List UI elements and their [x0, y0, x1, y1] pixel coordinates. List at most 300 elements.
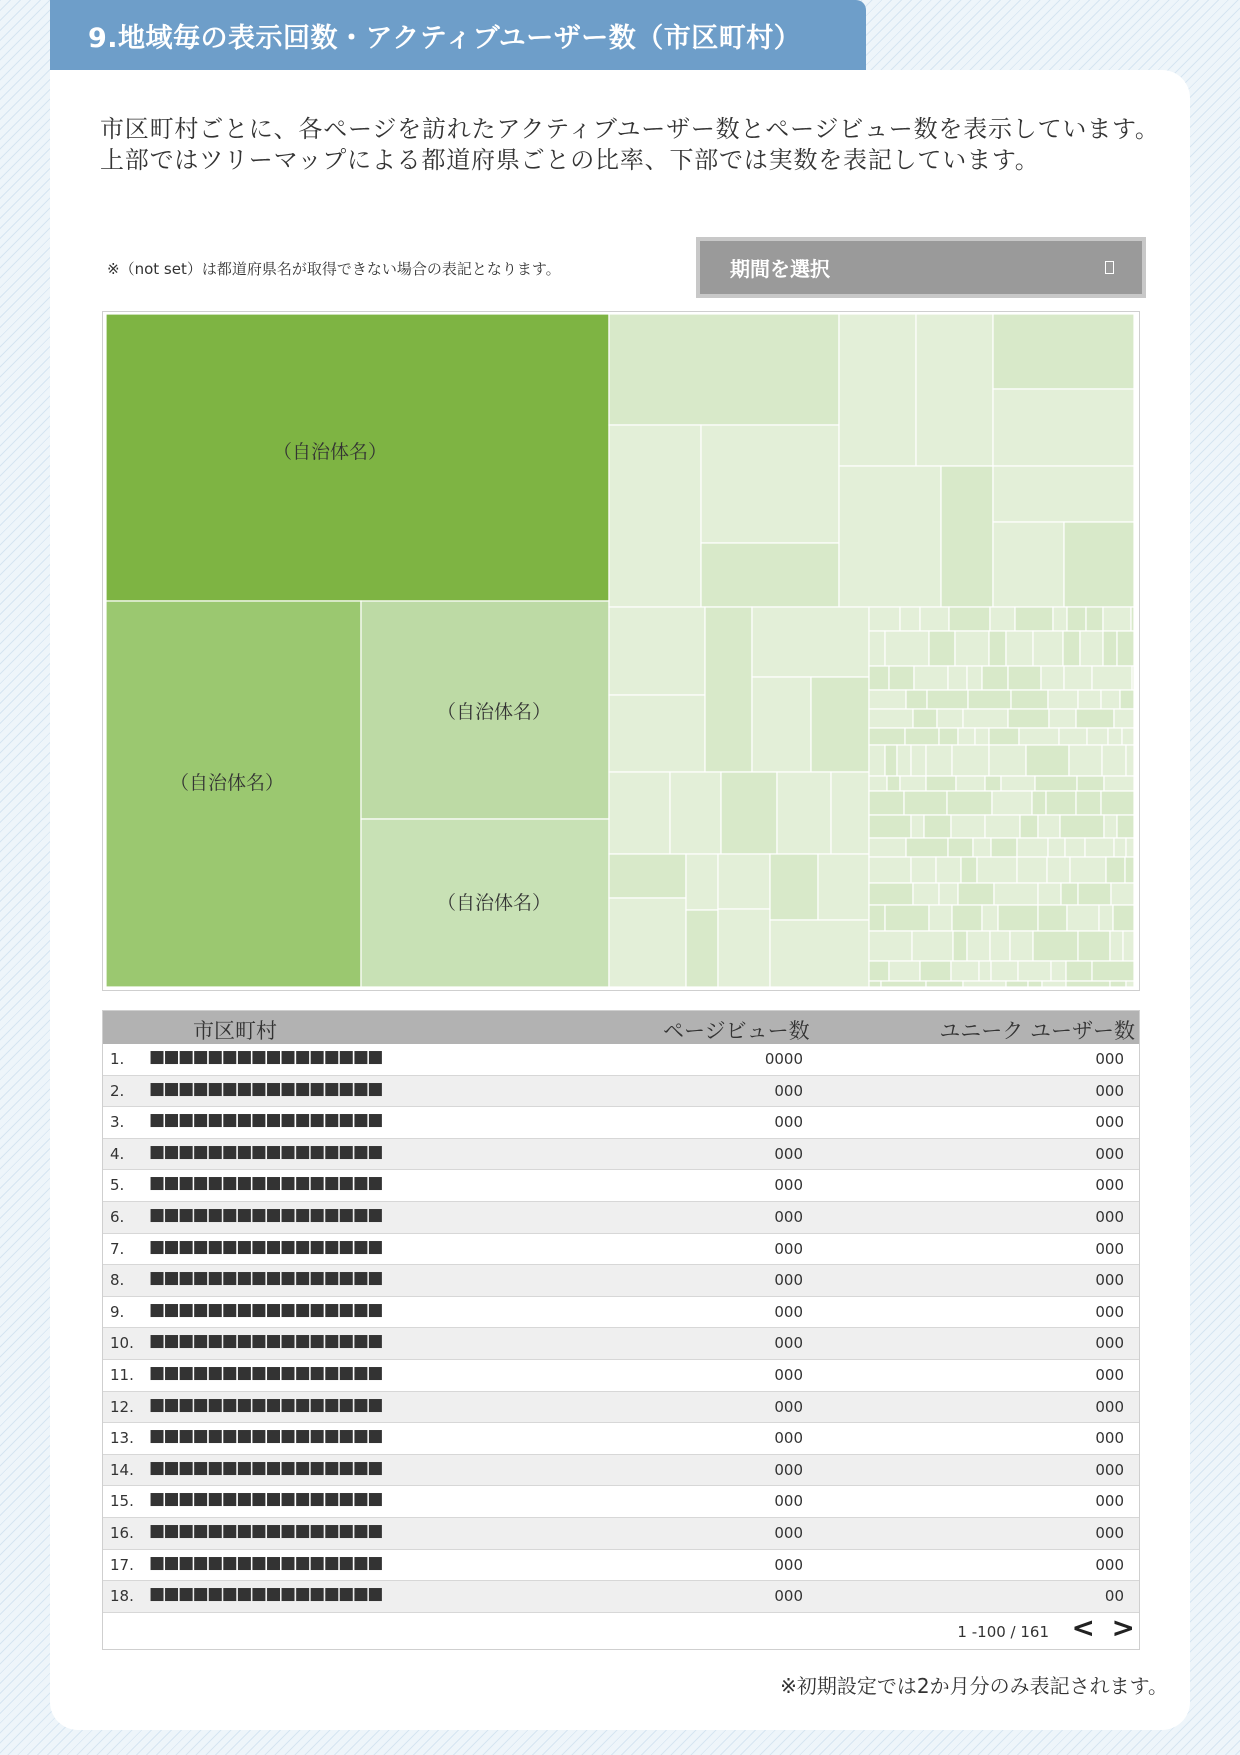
- treemap-cell[interactable]: [1032, 791, 1046, 815]
- treemap-cell[interactable]: [958, 883, 994, 905]
- treemap-cell[interactable]: [1106, 857, 1125, 883]
- treemap-cell[interactable]: [869, 815, 911, 838]
- treemap-cell[interactable]: [985, 776, 1001, 791]
- treemap-cell[interactable]: [905, 728, 939, 745]
- treemap-cell[interactable]: [1126, 838, 1134, 857]
- treemap-cell[interactable]: [818, 854, 869, 920]
- intro-line-2: 上部ではツリーマップによる都道府県ごとの比率、下部では実数を表記しています。: [100, 146, 1040, 174]
- row-rank: 6.: [110, 1207, 125, 1226]
- treemap-cell[interactable]: [686, 854, 718, 910]
- treemap-cell[interactable]: [701, 543, 839, 607]
- treemap-cell[interactable]: [1006, 981, 1028, 987]
- treemap-cell[interactable]: [926, 745, 952, 776]
- treemap-cell[interactable]: [927, 690, 968, 709]
- row-city-name: ■■■■■■■■■■■■■■■■: [149, 1299, 382, 1320]
- period-select-label: 期間を選択: [730, 257, 830, 281]
- row-rank: 13.: [110, 1429, 134, 1448]
- treemap-cell[interactable]: [1080, 631, 1103, 666]
- treemap-cell[interactable]: [1028, 981, 1042, 987]
- treemap-cell[interactable]: [1017, 838, 1048, 857]
- treemap-cell[interactable]: [951, 815, 985, 838]
- treemap-cell[interactable]: [952, 745, 989, 776]
- treemap-cell[interactable]: [889, 961, 920, 981]
- row-users: 000: [1095, 1334, 1124, 1353]
- treemap-cell[interactable]: [914, 666, 948, 690]
- row-users: 000: [1095, 1081, 1124, 1100]
- treemap-cell[interactable]: [1064, 522, 1134, 607]
- table-header: [103, 1011, 1139, 1044]
- row-rank: 7.: [110, 1239, 125, 1258]
- treemap-cell[interactable]: [1101, 690, 1120, 709]
- row-rank: 5.: [110, 1176, 125, 1195]
- table-row[interactable]: [103, 1550, 1139, 1582]
- treemap-cell[interactable]: [993, 522, 1064, 607]
- row-city-name: ■■■■■■■■■■■■■■■■: [149, 1110, 382, 1131]
- treemap-cell[interactable]: [982, 905, 998, 931]
- treemap-cell[interactable]: [1087, 728, 1108, 745]
- treemap-cell[interactable]: [920, 607, 949, 631]
- treemap-cell[interactable]: [869, 931, 912, 961]
- treemap-cell[interactable]: [990, 931, 1010, 961]
- table-row[interactable]: [103, 1234, 1139, 1266]
- treemap-cell[interactable]: [989, 745, 1026, 776]
- treemap-cell[interactable]: [869, 961, 889, 981]
- treemap-cell[interactable]: [904, 791, 947, 815]
- treemap-cell[interactable]: [1046, 791, 1076, 815]
- row-city-name: ■■■■■■■■■■■■■■■■: [149, 1268, 382, 1289]
- treemap-cell[interactable]: [967, 666, 982, 690]
- table-row[interactable]: [103, 1392, 1139, 1424]
- treemap-cell[interactable]: [1076, 791, 1101, 815]
- treemap-cell[interactable]: [911, 745, 926, 776]
- row-rank: 16.: [110, 1523, 134, 1542]
- treemap-cell[interactable]: [1126, 981, 1134, 987]
- treemap-cell[interactable]: [1101, 791, 1134, 815]
- treemap-cell[interactable]: [609, 695, 705, 772]
- table-row[interactable]: [103, 1360, 1139, 1392]
- treemap-cell[interactable]: [869, 607, 900, 631]
- row-users: 000: [1095, 1460, 1124, 1479]
- treemap-cell[interactable]: [991, 961, 1018, 981]
- treemap-cell[interactable]: [1019, 728, 1059, 745]
- row-city-name: ■■■■■■■■■■■■■■■■: [149, 1362, 382, 1383]
- treemap-cell[interactable]: [900, 607, 920, 631]
- treemap-label-2: （自治体名）: [169, 772, 285, 794]
- treemap-cell[interactable]: [1078, 690, 1101, 709]
- row-users: 000: [1095, 1207, 1124, 1226]
- treemap-cell[interactable]: [1103, 631, 1117, 666]
- treemap-cell[interactable]: [939, 728, 958, 745]
- treemap-cell[interactable]: [1103, 607, 1131, 631]
- treemap-cell[interactable]: [1108, 728, 1122, 745]
- treemap-cell[interactable]: [1049, 709, 1076, 728]
- treemap-cell[interactable]: [1026, 745, 1069, 776]
- treemap-cell[interactable]: [1011, 690, 1048, 709]
- treemap-cell[interactable]: [1078, 931, 1110, 961]
- treemap-cell[interactable]: [1131, 607, 1134, 631]
- treemap-cell[interactable]: [1092, 961, 1134, 981]
- treemap-cell[interactable]: [869, 791, 904, 815]
- treemap-cell[interactable]: [979, 961, 991, 981]
- treemap-cell[interactable]: [1078, 883, 1111, 905]
- treemap-cell[interactable]: [1065, 838, 1085, 857]
- treemap-cell[interactable]: [770, 920, 869, 987]
- row-city-name: ■■■■■■■■■■■■■■■■: [149, 1204, 382, 1225]
- treemap-cell[interactable]: [913, 709, 937, 728]
- treemap-cell[interactable]: [967, 931, 990, 961]
- treemap-cell[interactable]: [1053, 607, 1067, 631]
- treemap-cell[interactable]: [1122, 728, 1134, 745]
- treemap-cell[interactable]: [881, 981, 926, 987]
- period-select-button[interactable]: [696, 237, 1146, 298]
- treemap-cell[interactable]: [1061, 883, 1078, 905]
- treemap-cell[interactable]: [1125, 857, 1134, 883]
- table-row[interactable]: [103, 1076, 1139, 1108]
- table-row[interactable]: [103, 1107, 1139, 1139]
- treemap-cell[interactable]: [1020, 815, 1038, 838]
- treemap-cell[interactable]: [609, 772, 670, 854]
- treemap-cell[interactable]: [913, 883, 939, 905]
- table-row[interactable]: [103, 1297, 1139, 1329]
- row-users: 000: [1095, 1144, 1124, 1163]
- treemap-cell[interactable]: [869, 981, 881, 987]
- table-row[interactable]: [103, 1044, 1139, 1076]
- treemap-cell[interactable]: [1085, 838, 1114, 857]
- row-city-name: ■■■■■■■■■■■■■■■■: [149, 1047, 382, 1067]
- treemap-cell[interactable]: [718, 854, 770, 909]
- treemap-cell[interactable]: [1132, 666, 1134, 690]
- treemap-cell[interactable]: [1017, 857, 1047, 883]
- pagination: [103, 1611, 1139, 1649]
- treemap-cell[interactable]: [949, 607, 990, 631]
- treemap-cell[interactable]: [1051, 961, 1066, 981]
- treemap-cell[interactable]: [1047, 857, 1070, 883]
- treemap-cell[interactable]: [1092, 666, 1132, 690]
- treemap-cell[interactable]: [998, 905, 1038, 931]
- treemap-cell[interactable]: [1102, 745, 1126, 776]
- row-city-name: ■■■■■■■■■■■■■■■■: [149, 1331, 382, 1352]
- treemap-cell[interactable]: [1126, 745, 1134, 776]
- row-pageviews: 000: [774, 1207, 803, 1226]
- table-row[interactable]: [103, 1486, 1139, 1518]
- row-rank: 8.: [110, 1271, 125, 1290]
- treemap-cell[interactable]: [1067, 607, 1086, 631]
- treemap-cell[interactable]: [1077, 776, 1104, 791]
- page-range: 1 -100 / 161: [957, 1623, 1049, 1641]
- treemap-cell[interactable]: [752, 677, 811, 772]
- treemap-cell[interactable]: [989, 631, 1006, 666]
- treemap-cell[interactable]: [1038, 883, 1061, 905]
- treemap-cell[interactable]: [1070, 857, 1106, 883]
- treemap-cell[interactable]: [920, 961, 951, 981]
- treemap-cell[interactable]: [929, 905, 952, 931]
- treemap-cell[interactable]: [869, 709, 913, 728]
- treemap-label-4: （自治体名）: [436, 892, 552, 914]
- treemap-cell[interactable]: [993, 466, 1134, 522]
- treemap-cell[interactable]: [1015, 607, 1053, 631]
- treemap-cell[interactable]: [958, 728, 975, 745]
- table-row[interactable]: [103, 1202, 1139, 1234]
- row-pageviews: 000: [774, 1144, 803, 1163]
- treemap-cell[interactable]: [929, 631, 955, 666]
- treemap-cell[interactable]: [911, 857, 936, 883]
- treemap-cell[interactable]: [609, 854, 686, 898]
- row-users: 000: [1095, 1113, 1124, 1132]
- treemap-cell[interactable]: [1001, 776, 1035, 791]
- intro-line-1: 市区町村ごとに、各ページを訪れたアクティブユーザー数とページビュー数を表示しています。: [100, 115, 1160, 143]
- treemap-cell[interactable]: [1006, 631, 1033, 666]
- treemap-cell[interactable]: [1099, 905, 1113, 931]
- treemap-cell[interactable]: [1042, 981, 1066, 987]
- treemap-cell[interactable]: [926, 776, 956, 791]
- treemap-cell[interactable]: [869, 728, 905, 745]
- row-pageviews: 000: [774, 1081, 803, 1100]
- treemap-cell[interactable]: [947, 791, 992, 815]
- treemap-cell[interactable]: [912, 931, 953, 961]
- treemap-cell[interactable]: [991, 838, 1017, 857]
- table-row[interactable]: [103, 1265, 1139, 1297]
- treemap-cell[interactable]: [609, 898, 686, 987]
- row-city-name: ■■■■■■■■■■■■■■■■: [149, 1520, 382, 1541]
- row-pageviews: 000: [774, 1555, 803, 1574]
- treemap-cell[interactable]: [900, 776, 926, 791]
- treemap-cell[interactable]: [1111, 883, 1134, 905]
- treemap-cell[interactable]: [906, 690, 927, 709]
- row-users: 000: [1095, 1271, 1124, 1290]
- treemap-cell[interactable]: [701, 425, 839, 543]
- row-pageviews: 000: [774, 1397, 803, 1416]
- treemap-cell[interactable]: [956, 776, 985, 791]
- treemap-cell[interactable]: [911, 815, 924, 838]
- treemap-cell[interactable]: [609, 607, 705, 695]
- row-rank: 12.: [110, 1397, 134, 1416]
- treemap-cell[interactable]: [1033, 931, 1078, 961]
- row-users: 00: [1104, 1587, 1124, 1606]
- row-users: 000: [1095, 1397, 1124, 1416]
- treemap-cell[interactable]: [869, 905, 885, 931]
- treemap-cell[interactable]: [869, 690, 906, 709]
- table-row[interactable]: [103, 1170, 1139, 1202]
- treemap-svg[interactable]: [103, 312, 1138, 989]
- treemap-cell[interactable]: [777, 772, 831, 854]
- row-city-name: ■■■■■■■■■■■■■■■■: [149, 1394, 382, 1415]
- table-row[interactable]: [103, 1518, 1139, 1550]
- row-users: 000: [1095, 1239, 1124, 1258]
- row-users: 000: [1095, 1492, 1124, 1511]
- treemap-cell[interactable]: [752, 607, 869, 677]
- treemap-cell[interactable]: [887, 776, 900, 791]
- treemap-cell[interactable]: [1110, 931, 1123, 961]
- treemap-cell[interactable]: [1063, 631, 1080, 666]
- treemap-cell[interactable]: [955, 631, 989, 666]
- treemap-cell[interactable]: [885, 631, 929, 666]
- row-rank: 3.: [110, 1113, 125, 1132]
- treemap-cell[interactable]: [869, 776, 887, 791]
- treemap-cell[interactable]: [1059, 728, 1087, 745]
- treemap-cell[interactable]: [1067, 905, 1099, 931]
- row-rank: 9.: [110, 1302, 125, 1321]
- treemap-cell[interactable]: [1048, 838, 1065, 857]
- treemap-cell[interactable]: [869, 883, 913, 905]
- intro-text: [100, 114, 1180, 176]
- table-row[interactable]: [103, 1581, 1139, 1613]
- treemap-cell[interactable]: [609, 425, 701, 607]
- treemap-cell[interactable]: [926, 981, 963, 987]
- treemap-cell[interactable]: [975, 728, 989, 745]
- row-city-name: ■■■■■■■■■■■■■■■■: [149, 1552, 382, 1573]
- treemap-cell[interactable]: [973, 838, 991, 857]
- treemap-cell[interactable]: [937, 709, 963, 728]
- treemap-cell[interactable]: [992, 791, 1032, 815]
- col-city-header[interactable]: 市区町村: [193, 1019, 277, 1043]
- treemap-cell[interactable]: [1035, 776, 1077, 791]
- row-users: 000: [1095, 1176, 1124, 1195]
- treemap-cell[interactable]: [831, 772, 869, 854]
- treemap-cell[interactable]: [941, 466, 993, 607]
- treemap-cell[interactable]: [924, 815, 951, 838]
- treemap-cell[interactable]: [968, 690, 1011, 709]
- treemap-cell[interactable]: [936, 857, 961, 883]
- treemap-cell[interactable]: [939, 883, 958, 905]
- treemap-cell[interactable]: [1064, 666, 1092, 690]
- treemap-cell[interactable]: [609, 314, 839, 425]
- row-pageviews: 000: [774, 1365, 803, 1384]
- col-pageview-header[interactable]: ページビュー数: [663, 1019, 810, 1043]
- treemap-cell[interactable]: [1066, 981, 1110, 987]
- treemap-cell[interactable]: [1113, 905, 1134, 931]
- row-users: 000: [1095, 1302, 1124, 1321]
- treemap-cell[interactable]: [982, 666, 1008, 690]
- row-city-name: ■■■■■■■■■■■■■■■■: [149, 1173, 382, 1194]
- treemap-cell[interactable]: [1076, 709, 1114, 728]
- treemap-cell[interactable]: [839, 314, 916, 466]
- row-pageviews: 000: [774, 1302, 803, 1321]
- treemap-cell[interactable]: [1038, 815, 1060, 838]
- not-set-note: ※（not set）は都道府県名が取得できない場合の表記となります。: [107, 260, 561, 278]
- treemap-cell[interactable]: [811, 677, 869, 772]
- treemap-cell[interactable]: [985, 815, 1020, 838]
- treemap-cell[interactable]: [1114, 838, 1126, 857]
- treemap-cell[interactable]: [897, 745, 911, 776]
- row-city-name: ■■■■■■■■■■■■■■■■: [149, 1236, 382, 1257]
- treemap-cell[interactable]: [961, 857, 977, 883]
- treemap-cell[interactable]: [869, 745, 885, 776]
- treemap-cell[interactable]: [885, 745, 897, 776]
- treemap-cell[interactable]: [994, 883, 1038, 905]
- treemap-cell[interactable]: [885, 905, 929, 931]
- row-pageviews: 000: [774, 1113, 803, 1132]
- treemap-cell[interactable]: [906, 838, 948, 857]
- row-pageviews: 000: [774, 1429, 803, 1448]
- treemap-cell[interactable]: [1010, 931, 1033, 961]
- treemap-cell[interactable]: [1117, 815, 1134, 838]
- treemap-cell[interactable]: [869, 631, 885, 666]
- treemap-cell[interactable]: [1008, 666, 1041, 690]
- treemap-cell[interactable]: [1120, 690, 1134, 709]
- treemap-cell[interactable]: [977, 857, 1017, 883]
- treemap-cell[interactable]: [1060, 815, 1104, 838]
- treemap-cell[interactable]: [1033, 631, 1063, 666]
- row-rank: 1.: [110, 1050, 125, 1068]
- treemap-cell[interactable]: [721, 772, 777, 854]
- treemap-cell[interactable]: [963, 981, 1006, 987]
- treemap-cell[interactable]: [952, 905, 982, 931]
- treemap-cell[interactable]: [990, 607, 1015, 631]
- treemap-cell[interactable]: [1123, 931, 1134, 961]
- treemap-cell[interactable]: [1104, 776, 1134, 791]
- treemap-cell[interactable]: [705, 607, 752, 772]
- calendar-icon: [1105, 261, 1114, 274]
- row-city-name: ■■■■■■■■■■■■■■■■: [149, 1489, 382, 1510]
- row-rank: 11.: [110, 1365, 134, 1384]
- treemap-cell[interactable]: [989, 728, 1019, 745]
- treemap-cell[interactable]: [839, 466, 941, 607]
- treemap-cell[interactable]: [869, 666, 889, 690]
- table-row[interactable]: [103, 1139, 1139, 1171]
- table-row[interactable]: [103, 1423, 1139, 1455]
- row-rank: 14.: [110, 1460, 134, 1479]
- treemap-cell[interactable]: [1008, 709, 1049, 728]
- treemap-cell[interactable]: [1086, 607, 1103, 631]
- treemap-cell[interactable]: [1041, 666, 1064, 690]
- treemap-cell[interactable]: [993, 389, 1134, 466]
- treemap-cell[interactable]: [953, 931, 967, 961]
- treemap-cell[interactable]: [770, 854, 818, 920]
- treemap-cell-2[interactable]: [106, 601, 361, 987]
- treemap-chart[interactable]: [102, 311, 1140, 991]
- row-rank: 17.: [110, 1555, 134, 1574]
- treemap-cell[interactable]: [951, 961, 979, 981]
- treemap-cell[interactable]: [869, 857, 911, 883]
- treemap-cell[interactable]: [670, 772, 721, 854]
- row-users: 000: [1095, 1365, 1124, 1384]
- treemap-cell[interactable]: [993, 314, 1134, 389]
- treemap-cell[interactable]: [1117, 631, 1134, 666]
- treemap-cell[interactable]: [1018, 961, 1051, 981]
- treemap-cell[interactable]: [889, 666, 914, 690]
- next-page-button[interactable]: >: [1111, 1611, 1135, 1644]
- treemap-cell[interactable]: [1038, 905, 1067, 931]
- treemap-cell[interactable]: [948, 666, 967, 690]
- treemap-cell[interactable]: [686, 910, 718, 987]
- treemap-cell[interactable]: [1114, 709, 1134, 728]
- table-row[interactable]: [103, 1328, 1139, 1360]
- table-body: [103, 1044, 1139, 1613]
- treemap-cell[interactable]: [1066, 961, 1092, 981]
- treemap-cell[interactable]: [916, 314, 993, 466]
- section-heading: 9.地域毎の表示回数・アクティブユーザー数（市区町村）: [50, 0, 866, 70]
- treemap-cell[interactable]: [1110, 981, 1126, 987]
- row-pageviews: 000: [774, 1271, 803, 1290]
- row-rank: 10.: [110, 1334, 134, 1353]
- treemap-cell[interactable]: [869, 838, 906, 857]
- row-users: 000: [1095, 1523, 1124, 1542]
- treemap-cell[interactable]: [1104, 815, 1117, 838]
- treemap-cell[interactable]: [948, 838, 973, 857]
- prev-page-button[interactable]: <: [1071, 1611, 1095, 1644]
- table-row[interactable]: [103, 1455, 1139, 1487]
- treemap-cell[interactable]: [718, 909, 770, 987]
- treemap-cell[interactable]: [1069, 745, 1102, 776]
- treemap-cell[interactable]: [1048, 690, 1078, 709]
- treemap-label-3: （自治体名）: [436, 701, 552, 723]
- col-users-header[interactable]: ユニーク ユーザー数: [939, 1019, 1135, 1043]
- row-pageviews: 000: [774, 1587, 803, 1606]
- treemap-cell[interactable]: [963, 709, 1008, 728]
- row-city-name: ■■■■■■■■■■■■■■■■: [149, 1426, 382, 1447]
- row-users: 000: [1095, 1555, 1124, 1574]
- row-pageviews: 000: [774, 1492, 803, 1511]
